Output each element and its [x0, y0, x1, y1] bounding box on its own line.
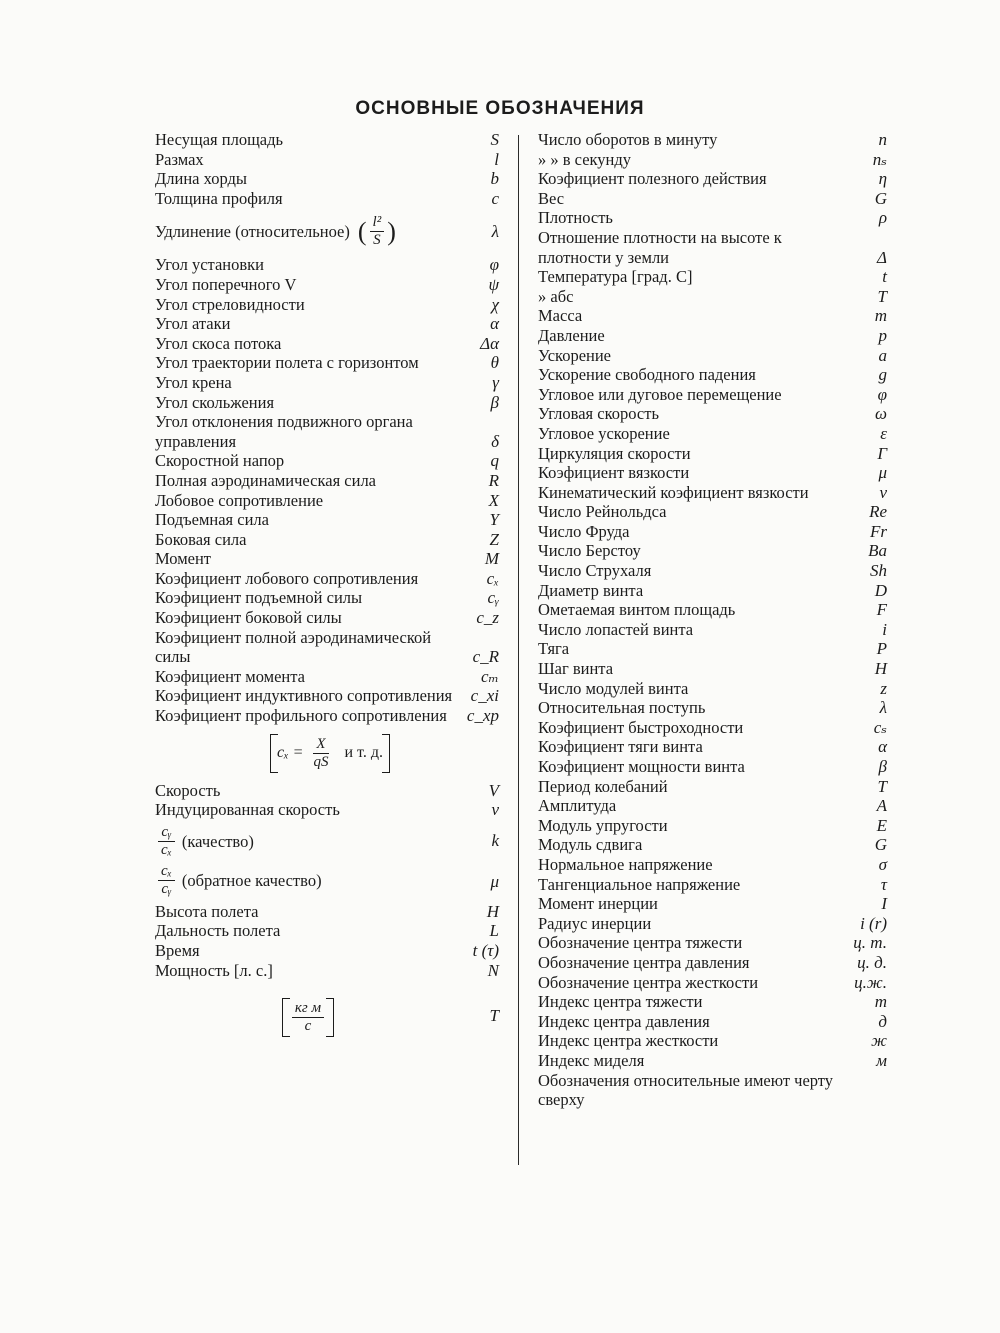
notation-row: [155, 902, 505, 922]
notation-symbol: cₛ: [873, 717, 887, 737]
notation-row: [538, 1051, 893, 1071]
notation-symbol: n: [878, 130, 887, 149]
notation-symbol: N: [487, 960, 499, 980]
notation-symbol: φ: [877, 384, 887, 404]
notation-row: [155, 150, 505, 170]
notation-term: Коэфициент момента: [155, 666, 305, 686]
notation-term: Подъемная сила: [155, 510, 269, 530]
notation-term: Угол скольжения: [155, 392, 275, 412]
notation-row: [155, 941, 505, 961]
notation-term: Индекс миделя: [538, 1050, 645, 1070]
notation-term: Температура [град. С]: [538, 267, 693, 287]
notation-term: Число Фруда: [538, 521, 630, 541]
notation-row: [155, 169, 505, 189]
notation-row: [538, 737, 893, 757]
notation-symbol: д: [878, 1011, 887, 1031]
quality-row: [155, 820, 505, 861]
notation-term: Относительная поступь: [538, 698, 706, 718]
notation-symbol: ц.ж.: [854, 972, 887, 992]
notation-term: Коэфициент лобового сопротивления: [155, 568, 419, 588]
notation-symbol: σ: [878, 854, 887, 874]
notation-symbol: Δα: [480, 333, 499, 353]
notation-symbol: Z: [489, 529, 499, 549]
notation-term: Период колебаний: [538, 776, 668, 796]
notation-symbol: c_z: [476, 608, 499, 628]
quality-fraction: [158, 824, 175, 859]
notation-row: [538, 679, 893, 699]
notation-term: Индекс центра давления: [538, 1011, 710, 1031]
aspect-den: S: [373, 232, 381, 249]
notation-row: [155, 295, 505, 315]
notation-term: Угол поперечного V: [155, 274, 297, 294]
notation-row: [538, 444, 893, 464]
notation-row: [155, 334, 505, 354]
notation-term: Циркуляция скорости: [538, 443, 691, 463]
notation-term: Модуль сдвига: [538, 835, 643, 855]
notation-row: [538, 992, 893, 1012]
notation-row: [155, 491, 505, 511]
notation-row: [155, 800, 505, 820]
notation-term: Ускорение: [538, 345, 612, 365]
notation-term: Угол отклонения подвижного органа управления: [155, 412, 413, 451]
notation-symbol: T: [877, 286, 887, 306]
notation-symbol: V: [488, 780, 499, 800]
notation-term: Угол установки: [155, 255, 265, 275]
column-divider: [518, 135, 519, 1165]
notation-term: Отношение плотности на высоте к плотности у земли: [538, 227, 782, 267]
notation-row: [538, 424, 893, 444]
aspect-ratio-fraction: [370, 214, 385, 249]
notation-term: Индекс центра жесткости: [538, 1031, 719, 1051]
notation-symbol: c_R: [472, 647, 499, 667]
notation-term: Коэфициент тяги винта: [538, 737, 703, 757]
notation-symbol: θ: [490, 353, 499, 373]
notation-row: [155, 921, 505, 941]
notation-row: [538, 208, 893, 228]
aspect-ratio-symbol: λ: [491, 221, 499, 241]
notation-term: Тяга: [538, 639, 570, 659]
notation-row: [538, 855, 893, 875]
notation-term: Давление: [538, 325, 605, 345]
notation-term: Плотность: [538, 208, 613, 228]
notation-symbol: ω: [874, 404, 887, 424]
notation-row: [538, 718, 893, 738]
notation-symbol: t (τ): [472, 941, 499, 960]
notation-row: [538, 541, 893, 561]
notation-term: Масса: [538, 306, 583, 326]
notation-term: Кинематический коэфициент вязкости: [538, 482, 809, 502]
example-lhs: cₓ =: [277, 744, 304, 762]
notation-term: Амплитуда: [538, 796, 617, 816]
notation-row: [538, 914, 893, 934]
notation-term: Шаг винта: [538, 659, 614, 679]
quality-symbol: k: [491, 831, 499, 851]
notation-symbol: ν: [879, 482, 887, 502]
notation-symbol: Sh: [870, 561, 887, 581]
notation-symbol: a: [878, 345, 887, 365]
notation-symbol: H: [874, 659, 887, 679]
notation-symbol: φ: [489, 255, 499, 275]
notation-row: [538, 953, 893, 973]
notation-row: [538, 463, 893, 483]
notation-symbol: ε: [880, 423, 887, 443]
moment-unit-row: [155, 980, 505, 1037]
notation-term: Нормальное напряжение: [538, 854, 713, 874]
notation-symbol: S: [490, 130, 499, 149]
example-bracket: [270, 734, 390, 773]
notation-symbol: cₘ: [481, 666, 499, 686]
paren-close: ): [387, 216, 396, 246]
notation-symbol: l: [494, 149, 499, 169]
inverse-quality-den: cᵧ: [161, 880, 172, 897]
notation-symbol: A: [876, 796, 887, 816]
notation-term: Время: [155, 941, 200, 960]
notation-symbol: β: [490, 392, 499, 412]
notation-term: Лобовое сопротивление: [155, 490, 324, 510]
notation-row: [155, 451, 505, 471]
notation-term: Угол крена: [155, 372, 232, 392]
notation-symbol: R: [488, 470, 499, 490]
notation-row: [538, 796, 893, 816]
notation-term: Высота полета: [155, 901, 259, 921]
notation-row: [538, 620, 893, 640]
notation-term: Угол траектории полета с горизонтом: [155, 353, 419, 373]
notation-row: [538, 835, 893, 855]
notation-symbol: c: [491, 188, 499, 208]
notation-symbol: β: [878, 757, 887, 776]
moment-unit-den: с: [304, 1018, 312, 1035]
notation-row: [155, 130, 505, 150]
notation-row: [538, 287, 893, 307]
notation-row: [538, 130, 893, 150]
notation-term: Полная аэродинамическая сила: [155, 470, 377, 490]
notation-row: [538, 639, 893, 659]
notation-symbol: m: [874, 306, 887, 326]
notation-symbol: c_xi: [470, 686, 499, 706]
notation-term: Диаметр винта: [538, 580, 644, 600]
notation-term: Число лопастей винта: [538, 619, 694, 639]
notation-symbol: L: [489, 921, 499, 941]
notation-term: Угол скоса потока: [155, 333, 282, 353]
notation-row: [155, 412, 505, 451]
moment-unit-symbol: T: [489, 1005, 499, 1025]
notation-symbol: λ: [879, 698, 887, 718]
notation-symbol: т: [874, 992, 887, 1012]
notation-row: [538, 1012, 893, 1032]
notation-symbol: p: [878, 325, 887, 345]
notation-symbol: i: [882, 619, 887, 639]
notation-symbol: c_xp: [466, 706, 499, 726]
notation-symbol: F: [876, 600, 887, 620]
notation-symbol: δ: [491, 431, 499, 451]
notation-symbol: ц. д.: [857, 952, 887, 972]
moment-unit-bracket: [282, 998, 334, 1037]
notation-symbol: м: [876, 1050, 887, 1070]
left-list-b: [155, 255, 505, 725]
notation-symbol: T: [877, 776, 887, 796]
notation-term: Скорость: [155, 780, 221, 800]
notation-term: Угловое ускорение: [538, 423, 670, 443]
quality-num: cᵧ: [158, 824, 174, 842]
notation-row: [538, 777, 893, 797]
notation-symbol: τ: [880, 874, 887, 894]
notation-symbol: μ: [878, 463, 887, 483]
notation-term: » » в секунду: [538, 149, 632, 169]
notation-symbol: γ: [492, 372, 499, 392]
right-column: [538, 130, 893, 1110]
notation-term: » абс: [538, 286, 574, 306]
notation-symbol: ψ: [488, 274, 499, 294]
notation-term: Угол атаки: [155, 314, 231, 334]
notation-row: [538, 581, 893, 601]
inverse-quality-label: (обратное качество): [181, 870, 322, 890]
notation-term: Индуцированная скорость: [155, 800, 340, 820]
notation-row: [155, 530, 505, 550]
notation-symbol: cₓ: [486, 568, 499, 588]
notation-row: [155, 189, 505, 209]
notation-symbol: i (r): [860, 913, 887, 933]
notation-row: [155, 510, 505, 530]
notation-term: Вес: [538, 188, 565, 208]
notation-row: [538, 894, 893, 914]
notation-row: [538, 1071, 893, 1110]
notation-row: [155, 608, 505, 628]
notation-row: [538, 816, 893, 836]
notation-symbol: g: [878, 365, 887, 385]
notation-row: [155, 706, 505, 726]
notation-symbol: G: [874, 188, 887, 208]
example-tail: и т. д.: [344, 744, 383, 762]
notation-row: [155, 393, 505, 413]
notation-term: Тангенциальное напряжение: [538, 874, 741, 894]
notation-row: [538, 385, 893, 405]
inverse-quality-num: cₓ: [158, 863, 175, 881]
notation-symbol: Re: [869, 502, 887, 522]
notation-term: Обозначение центра жесткости: [538, 972, 759, 992]
moment-unit-num: кг м: [292, 1000, 324, 1018]
inverse-quality-symbol: μ: [490, 872, 499, 892]
notation-symbol: M: [484, 549, 499, 569]
notation-row: [538, 698, 893, 718]
notation-symbol: Y: [489, 510, 499, 530]
left-list-c: [155, 781, 505, 820]
notation-row: [155, 314, 505, 334]
notation-term: Момент инерции: [538, 894, 658, 914]
paren-open: (: [357, 216, 367, 246]
notation-symbol: q: [490, 451, 499, 471]
notation-symbol: P: [876, 639, 887, 659]
notation-term: Обозначение центра тяжести: [538, 933, 743, 953]
notation-symbol: b: [490, 169, 499, 189]
quality-label: (качество): [181, 831, 254, 851]
notation-symbol: ц. т.: [853, 933, 887, 953]
notation-term: Длина хорды: [155, 169, 247, 189]
notation-row: [538, 659, 893, 679]
notation-term: Обозначение центра давления: [538, 952, 750, 972]
moment-unit-fraction: [292, 1000, 324, 1035]
notation-row: [538, 933, 893, 953]
notation-row: [155, 373, 505, 393]
notation-symbol: E: [876, 815, 887, 835]
notation-row: [538, 228, 893, 267]
notation-row: [538, 757, 893, 777]
notation-row: [155, 549, 505, 569]
notation-term: Угол стреловидности: [155, 294, 305, 314]
notation-term: Коэфициент профильного сопротивления: [155, 706, 447, 726]
notation-row: [538, 189, 893, 209]
notation-symbol: v: [491, 800, 499, 820]
notation-row: [155, 255, 505, 275]
notation-row: [155, 628, 505, 667]
notation-term: Индекс центра тяжести: [538, 992, 703, 1012]
notation-term: Скоростной напор: [155, 451, 285, 471]
notation-term: Угловая скорость: [538, 404, 659, 424]
notation-row: [155, 667, 505, 687]
notation-term: Коэфициент вязкости: [538, 463, 690, 483]
notation-term: Размах: [155, 149, 204, 169]
notation-row: [538, 346, 893, 366]
notation-term: Коэфициент боковой силы: [155, 608, 342, 628]
notation-term: Угловое или дуговое перемещение: [538, 384, 782, 404]
notation-term: Ометаемая винтом площадь: [538, 600, 736, 620]
notation-symbol: G: [874, 835, 887, 855]
notation-symbol: D: [874, 580, 887, 600]
notation-term: Толщина профиля: [155, 188, 283, 208]
drag-coefficient-example: [155, 726, 505, 781]
notation-symbol: t: [882, 267, 887, 287]
left-list-d: [155, 902, 505, 980]
notation-term: Число Рейнольдса: [538, 502, 667, 522]
notation-row: [538, 973, 893, 993]
notation-term: Ускорение свободного падения: [538, 365, 756, 385]
notation-row: [155, 569, 505, 589]
notation-symbol: χ: [491, 294, 499, 314]
notation-symbol: Δ: [877, 247, 887, 267]
notation-symbol: Γ: [877, 443, 887, 463]
inverse-quality-row: [155, 861, 505, 902]
notation-row: [538, 561, 893, 581]
aspect-num: l²: [370, 214, 385, 232]
notation-row: [155, 275, 505, 295]
notation-row: [538, 522, 893, 542]
notation-term: Число оборотов в минуту: [538, 130, 718, 149]
notation-symbol: Fr: [870, 521, 887, 541]
notation-symbol: ρ: [878, 208, 887, 228]
notation-row: [155, 781, 505, 801]
notation-symbol: I: [881, 894, 887, 914]
notation-term: Мощность [л. с.]: [155, 960, 273, 980]
page-title: ОСНОВНЫЕ ОБОЗНАЧЕНИЯ: [355, 98, 645, 119]
notation-symbol: nₛ: [872, 149, 887, 169]
notation-row: [538, 267, 893, 287]
notation-term: Коэфициент полезного действия: [538, 169, 767, 189]
notation-symbol: α: [490, 314, 499, 334]
notation-term: Коэфициент быстроходности: [538, 717, 744, 737]
notation-term: Коэфициент мощности винта: [538, 757, 745, 776]
notation-row: [155, 353, 505, 373]
notation-row: [538, 502, 893, 522]
example-num: X: [313, 736, 328, 754]
notation-symbol: Ba: [868, 541, 887, 561]
notation-row: [155, 588, 505, 608]
notation-term: Радиус инерции: [538, 913, 652, 933]
notation-symbol: cᵧ: [487, 588, 499, 608]
notation-term: Число Берстоу: [538, 541, 641, 561]
notation-term: Число модулей винта: [538, 678, 689, 698]
example-den: qS: [313, 753, 329, 770]
notation-row: [538, 404, 893, 424]
notation-row: [538, 365, 893, 385]
notation-term: Число Струхаля: [538, 561, 652, 581]
notation-row: [538, 150, 893, 170]
notation-term: Момент: [155, 549, 212, 569]
aspect-ratio-term: Удлинение (относительное): [155, 222, 350, 242]
notation-row: [538, 600, 893, 620]
quality-den: cₓ: [161, 841, 172, 858]
notation-term: Коэфициент индуктивного сопротивления: [155, 686, 453, 706]
notation-row: [538, 306, 893, 326]
aspect-ratio-row: [155, 208, 505, 255]
notation-term: Обозначения относительные имеют черту сверху: [538, 1070, 834, 1110]
notation-term: Коэфициент полной аэродинамической силы: [155, 627, 432, 667]
notation-row: [538, 875, 893, 895]
notation-term: Боковая сила: [155, 529, 247, 549]
notation-term: Дальность полета: [155, 921, 281, 941]
notation-row: [538, 169, 893, 189]
notation-symbol: η: [878, 169, 887, 189]
notation-row: [538, 326, 893, 346]
notation-row: [155, 686, 505, 706]
notation-row: [538, 1031, 893, 1051]
notation-symbol: X: [488, 490, 499, 510]
inverse-quality-fraction: [158, 863, 175, 898]
notation-term: Несущая площадь: [155, 130, 284, 149]
example-fraction: [310, 736, 331, 771]
notation-row: [155, 961, 505, 981]
notation-symbol: ж: [871, 1031, 887, 1051]
notation-term: Модуль упругости: [538, 815, 668, 835]
notation-row: [155, 471, 505, 491]
notation-row: [538, 483, 893, 503]
notation-symbol: H: [486, 901, 499, 921]
notation-symbol: α: [878, 737, 887, 757]
notation-term: Коэфициент подъемной силы: [155, 588, 363, 608]
notation-symbol: z: [880, 678, 887, 698]
left-column: [155, 130, 505, 1037]
left-list-a: [155, 130, 505, 208]
